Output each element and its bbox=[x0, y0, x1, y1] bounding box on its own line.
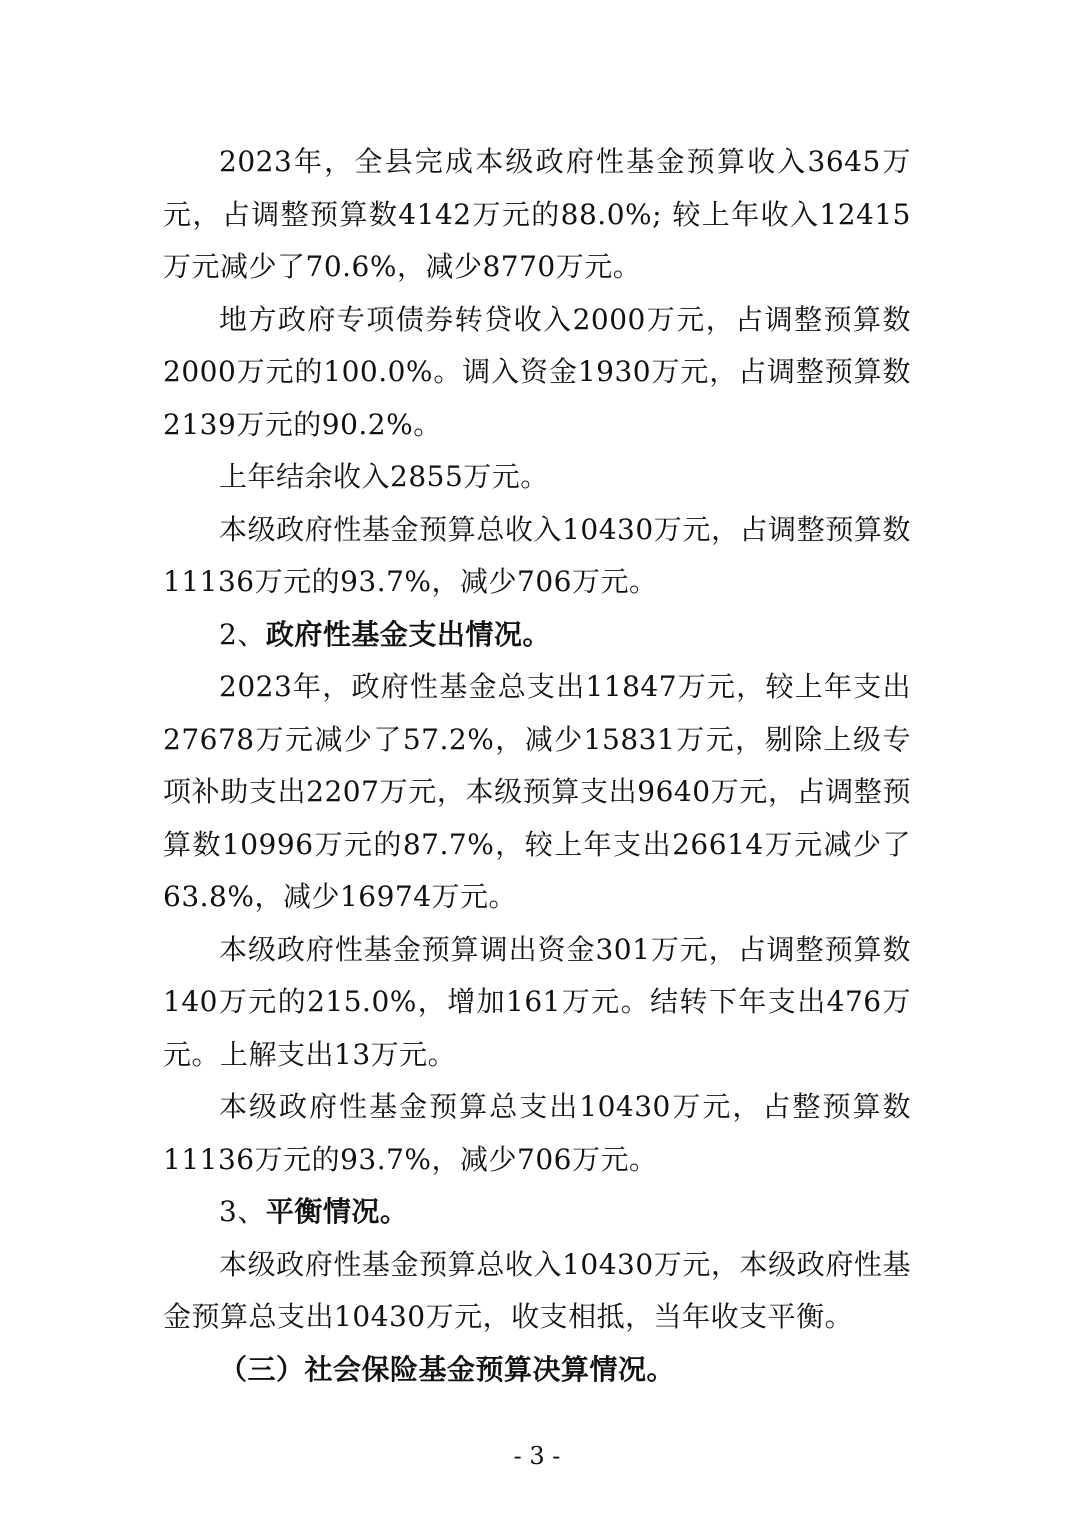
heading-title: 政府性基金支出情况。 bbox=[265, 617, 551, 651]
paragraph-fund-revenue: 2023年，全县完成本级政府性基金预算收入3645万元，占调整预算数4142万元的88.0%; 较上年收入12415万元减少了70.6%，减少8770万元。 bbox=[163, 145, 911, 283]
heading-number: 2、 bbox=[219, 617, 266, 651]
paragraph-total-revenue: 本级政府性基金预算总收入10430万元，占调整预算数11136万元的93.7%，减少706万元。 bbox=[163, 512, 911, 598]
heading-fund-expenditure bbox=[163, 609, 911, 662]
paragraph-balance-detail: 本级政府性基金预算总收入10430万元，本级政府性基金预算总支出10430万元，收支相抵，当年收支平衡。 bbox=[163, 1247, 911, 1333]
page-number: - 3 - bbox=[513, 1442, 561, 1470]
heading-title: 平衡情况。 bbox=[265, 1195, 409, 1228]
heading-balance bbox=[163, 1186, 911, 1239]
paragraph-transfer-out: 本级政府性基金预算调出资金301万元，占调整预算数140万元的215.0%，增加161万元。结转下年支出476万元。上解支出13万元。 bbox=[163, 932, 911, 1071]
paragraph-special-bonds: 地方政府专项债券转贷收入2000万元，占调整预算数2000万元的100.0%。调入资金1930万元，占调整预算数2139万元的90.2%。 bbox=[163, 302, 911, 441]
section-heading-social-insurance: （三）社会保险基金预算决算情况。 bbox=[219, 1352, 676, 1386]
paragraph-total-expenditure: 本级政府性基金预算总支出10430万元，占整预算数11136万元的93.7%，减少706万元。 bbox=[163, 1090, 911, 1176]
document-body bbox=[163, 136, 911, 1396]
paragraph-expenditure-detail: 2023年，政府性基金总支出11847万元，较上年支出27678万元减少了57.2%，减少15831万元，剔除上级专项补助支出2207万元，本级预算支出9640万元，占调整预算数10996万元的87.7%，较上年支出26614万元减少了63.8%，减少16974万元。 bbox=[163, 670, 911, 913]
heading-number: 3、 bbox=[219, 1195, 266, 1228]
paragraph-prior-year-balance: 上年结余收入2855万元。 bbox=[219, 460, 549, 493]
